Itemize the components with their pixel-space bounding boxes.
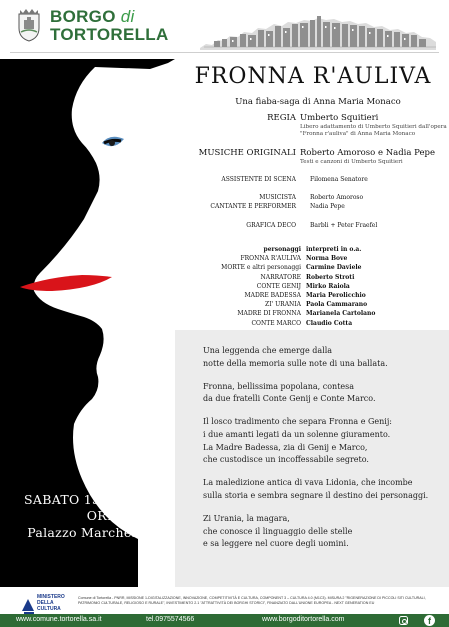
phone-number: tel.0975574566 — [146, 616, 195, 623]
cast-header-role: personaggi — [263, 246, 301, 253]
cast-row — [186, 319, 440, 328]
event-info — [8, 492, 158, 542]
website2-link[interactable]: www.borgoditortorella.com — [262, 616, 345, 623]
facebook-icon[interactable]: f — [424, 615, 435, 626]
ministry-label: MINISTERO DELLA CULTURA — [37, 594, 65, 612]
story-text — [203, 345, 443, 561]
cast-role: NARRATORE — [260, 273, 301, 281]
cast-role: MORTE e altri personaggi — [221, 264, 301, 272]
cast-header-actor: interpreti in o.a. — [306, 246, 362, 253]
staff-label-cantante: CANTANTE E PERFORMER — [210, 203, 296, 210]
brand-title-line1: BORGO di — [50, 7, 135, 26]
header — [0, 0, 449, 56]
cast-header-row — [186, 245, 440, 254]
story-paragraph: La maledizione antica di vava Lidonia, che incombe sulla storia e sembra segnare il destino dei personaggi. — [203, 478, 429, 500]
town-crest-icon — [16, 8, 42, 42]
subtitle-prefix: Una fiaba-saga di — [235, 97, 311, 107]
header-divider — [10, 52, 439, 53]
credit-label-musiche: MUSICHE ORIGINALI — [198, 148, 296, 158]
cast-row — [186, 291, 440, 300]
cast-role: MADRE BADESSA — [244, 291, 301, 299]
story-paragraph: Fronna, bellissima popolana, contesa da due fratelli Conte Genij e Conte Marco. — [203, 381, 376, 404]
cast-role: MADRE DI FRONNA — [237, 310, 301, 318]
story-paragraph: Una leggenda che emerge dalla notte della memoria sulle note di una ballata. — [203, 346, 388, 368]
cast-row — [186, 273, 440, 282]
cast-row — [186, 282, 440, 291]
cast-role: ZI' URANIA — [265, 301, 301, 309]
credit-value-regia: Umberto Squitieri — [300, 113, 379, 123]
staff-label-grafica: GRAFICA DECO — [246, 222, 296, 229]
cast-row — [186, 300, 440, 309]
staff-label-assistente: ASSISTENTE DI SCENA — [221, 176, 296, 183]
instagram-icon[interactable] — [399, 616, 408, 625]
cast-role: CONTE GENIJ — [256, 282, 301, 290]
website-link[interactable]: www.comune.tortorella.sa.it — [16, 616, 102, 623]
cast-actor: Roberto Stroti — [306, 273, 355, 281]
cast-list — [186, 245, 440, 328]
cast-actor: Mirko Raiola — [306, 282, 350, 290]
cast-role: CONTE MARCO — [251, 319, 301, 327]
credit-note-regia-2: "Fronna r'auliva" di Anna Maria Monaco — [300, 131, 416, 137]
credit-note-musiche: Testi e canzoni di Umberto Squitieri — [300, 159, 403, 165]
funding-text: Comune di Tortorella - PNRR, MISSIONE 1-DIGITALIZZAZIONE, INNOVAZIONE, COMPETITIVITÀ E CULTURA, COMPONENT 3 – CULTURA 4.0 (M1C3). MISURA 2 "RIGENERAZIONE DI PICCOLI SITI CULTURALI, PATRIMONIO CULTURALE, RELIGIOSO E RURALE", INVESTIMENTO 2.1 "ATTRATTIVITÀ DEI BORGHI STORICI", FINANZIATO DALL'UNIONE EUROPEA - NEXT GENERATION EU — [78, 596, 426, 605]
cast-actor: Norma Bove — [306, 255, 348, 263]
poster-subtitle — [198, 97, 438, 107]
credit-note-regia-1: Libero adattamento di Umberto Squitieri dall'opera — [300, 124, 447, 130]
staff-label-musicista: MUSICISTA — [259, 194, 296, 201]
event-venue: Palazzo Marchesale — [27, 525, 158, 540]
staff-value-grafica: Barbli + Peter Fraefel — [310, 222, 378, 229]
brand-title-line2: TORTORELLA — [50, 25, 169, 44]
story-paragraph: Il losco tradimento che separa Fronna e Genij: i due amanti legati da un solenne giuramento. La Madre Badessa, zia di Genij e Marco, che custodisce un incoffessabile segreto. — [203, 417, 392, 465]
event-time: ORE 21.30 — [86, 508, 158, 523]
cast-row — [186, 254, 440, 263]
cast-row — [186, 263, 440, 272]
cast-actor: Carmine Daviele — [306, 264, 362, 272]
staff-value-assistente: Filomena Senatore — [310, 176, 368, 183]
cast-actor: Marianela Cartolano — [306, 310, 376, 318]
credit-value-musiche: Roberto Amoroso e Nadia Pepe — [300, 148, 435, 158]
story-paragraph: Zi Urania, la magara, che conosce il linguaggio delle stelle e sa leggere nel cuore degli uomini. — [203, 513, 353, 549]
poster-title: FRONNA R'AULIVA — [194, 64, 432, 89]
cast-actor: Paola Cammarano — [306, 301, 368, 309]
cast-row — [186, 309, 440, 318]
staff-value-cantante: Nadia Pepe — [310, 203, 345, 210]
village-skyline-illustration — [200, 14, 436, 50]
footer-bar — [0, 614, 449, 627]
cast-role: FRONNA R'AULIVA — [240, 255, 301, 263]
event-date: SABATO 13 LUGLIO — [24, 492, 158, 507]
credit-label-regia: REGIA — [267, 113, 296, 123]
brand-di: di — [120, 7, 135, 26]
cast-actor: Claudio Cotta — [306, 319, 353, 327]
cast-actor: Maria Perolicchio — [306, 291, 366, 299]
subtitle-author: Anna Maria Monaco — [313, 97, 401, 107]
staff-value-musicista: Roberto Amoroso — [310, 194, 364, 201]
